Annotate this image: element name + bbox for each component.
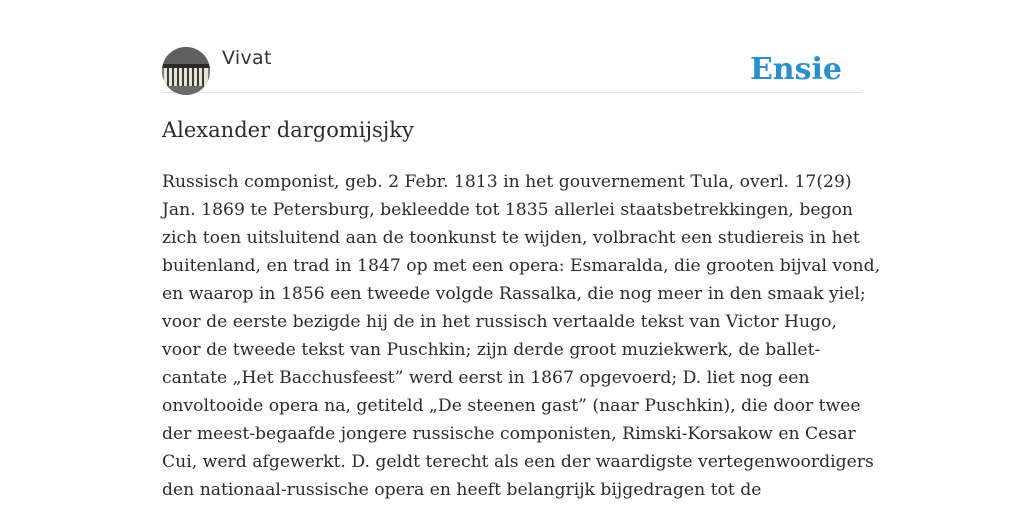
article-body-line: Jan. 1869 te Petersburg, bekleedde tot 1835 allerlei staatsbetrekkingen, begon [162, 200, 853, 220]
article-body-line: voor de tweede tekst van Puschkin; zijn derde groot muziekwerk, de ballet- [162, 340, 821, 360]
article-body-line: cantate „Het Bacchusfeest” werd eerst in 1867 opgevoerd; D. liet nog een [162, 368, 810, 388]
brand-logo[interactable]: Ensie [749, 52, 842, 87]
source-name[interactable]: Vivat [222, 47, 272, 69]
article-title: Alexander dargomijsjky [162, 118, 414, 142]
article-body-line: Russisch componist, geb. 2 Febr. 1813 in het gouvernement Tula, overl. 17(29) [162, 172, 852, 192]
book-spines-avatar-icon[interactable] [162, 47, 210, 95]
header [162, 46, 862, 93]
article-body-line: buitenland, en trad in 1847 op met een opera: Esmaralda, die grooten bijval vond, [162, 256, 881, 276]
article-body-line: en waarop in 1856 een tweede volgde Rassalka, die nog meer in den smaak yiel; [162, 284, 866, 304]
article-body-line: onvoltooide opera na, getiteld „De steenen gast” (naar Puschkin), die door twee [162, 396, 861, 416]
article-body-line: zich toen uitsluitend aan de toonkunst te wijden, volbracht een studiereis in het [162, 228, 860, 248]
article-body-line: Cui, werd afgewerkt. D. geldt terecht als een der waardigste vertegenwoordigers [162, 452, 874, 472]
article-body-line: der meest-begaafde jongere russische componisten, Rimski-Korsakow en Cesar [162, 424, 856, 444]
article-body-line: den nationaal-russische opera en heeft belangrijk bijgedragen tot de [162, 480, 762, 500]
article-body [162, 168, 881, 504]
article-body-line: voor de eerste bezigde hij de in het russisch vertaalde tekst van Victor Hugo, [162, 312, 837, 332]
